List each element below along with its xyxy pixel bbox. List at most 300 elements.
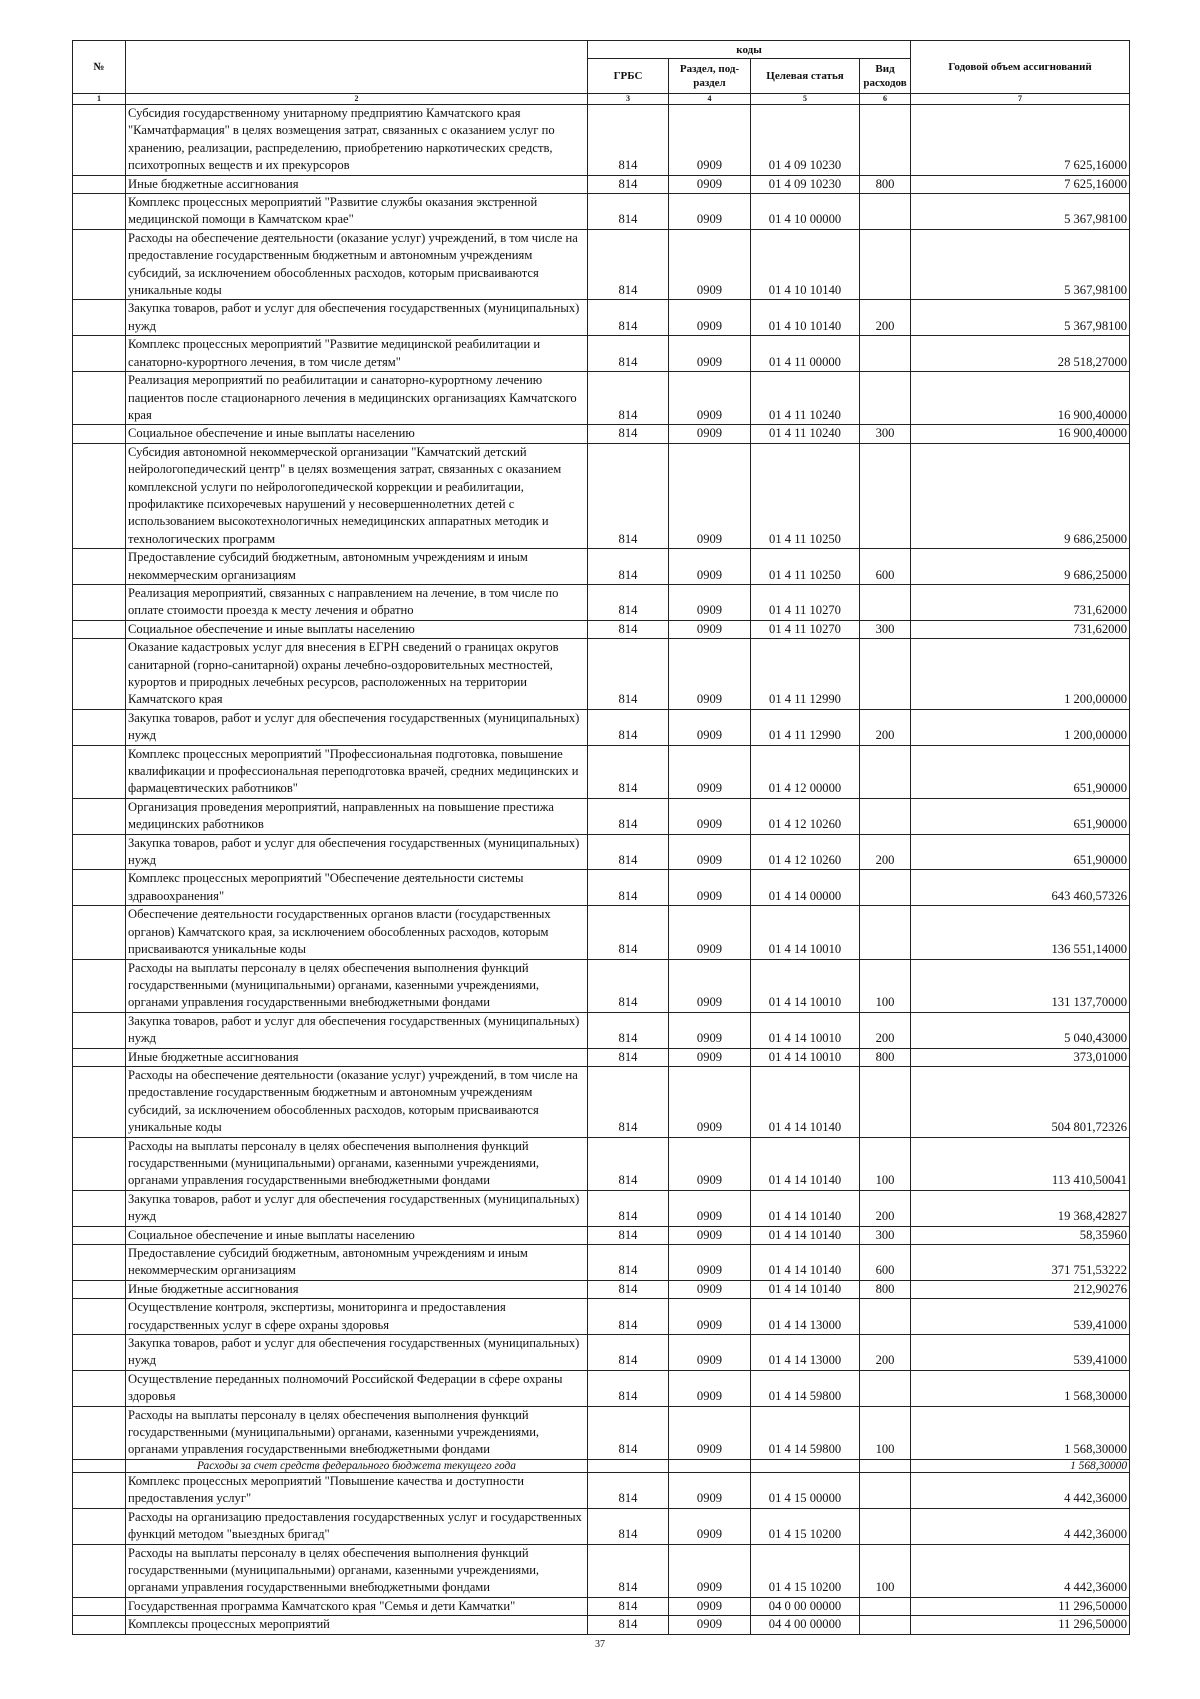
cell-vr bbox=[860, 870, 911, 906]
cell-grbs: 814 bbox=[588, 1190, 669, 1226]
table-row bbox=[73, 1299, 1130, 1335]
header-razdel: Раздел, под-раздел bbox=[669, 59, 751, 94]
cell-grbs: 814 bbox=[588, 1226, 669, 1244]
colnum-4: 4 bbox=[669, 94, 751, 105]
cell-name: Реализация мероприятий по реабилитации и санаторно-курортному лечению пациентов после стационарного лечения в медицинских организациях Камчатского края bbox=[126, 372, 588, 425]
cell-no bbox=[73, 959, 126, 1012]
cell-no bbox=[73, 1406, 126, 1459]
cell-grbs: 814 bbox=[588, 584, 669, 620]
cell-cs: 01 4 14 10010 bbox=[751, 1048, 860, 1066]
table-row bbox=[73, 336, 1130, 372]
table-row bbox=[73, 1335, 1130, 1371]
cell-vr: 100 bbox=[860, 1406, 911, 1459]
cell-no bbox=[73, 105, 126, 176]
cell-name: Реализация мероприятий, связанных с направлением на лечение, в том числе по оплате стоимости проезда к месту лечения и обратно bbox=[126, 584, 588, 620]
cell-cs: 01 4 11 10250 bbox=[751, 549, 860, 585]
cell-vr: 200 bbox=[860, 300, 911, 336]
cell-razd: 0909 bbox=[669, 906, 751, 959]
cell-vr bbox=[860, 1597, 911, 1615]
cell-vr: 600 bbox=[860, 1245, 911, 1281]
table-row bbox=[73, 1048, 1130, 1066]
cell-vr bbox=[860, 745, 911, 798]
cell-sum: 11 296,50000 bbox=[911, 1616, 1130, 1634]
cell-name: Социальное обеспечение и иные выплаты населению bbox=[126, 425, 588, 443]
cell-cs: 01 4 10 10140 bbox=[751, 300, 860, 336]
cell-sum: 5 367,98100 bbox=[911, 300, 1130, 336]
cell-vr: 600 bbox=[860, 549, 911, 585]
cell-razd: 0909 bbox=[669, 105, 751, 176]
cell-razd: 0909 bbox=[669, 709, 751, 745]
colnum-2: 2 bbox=[126, 94, 588, 105]
cell-name: Иные бюджетные ассигнования bbox=[126, 175, 588, 193]
cell-name: Закупка товаров, работ и услуг для обеспечения государственных (муниципальных) нужд bbox=[126, 834, 588, 870]
cell-name: Расходы за счет средств федерального бюджета текущего года bbox=[126, 1459, 588, 1472]
cell-grbs: 814 bbox=[588, 1597, 669, 1615]
cell-cs: 01 4 09 10230 bbox=[751, 105, 860, 176]
cell-grbs: 814 bbox=[588, 372, 669, 425]
cell-vr bbox=[860, 906, 911, 959]
cell-grbs: 814 bbox=[588, 1616, 669, 1634]
cell-vr bbox=[860, 1370, 911, 1406]
cell-cs: 01 4 12 10260 bbox=[751, 834, 860, 870]
cell-name: Социальное обеспечение и иные выплаты населению bbox=[126, 1226, 588, 1244]
cell-name: Расходы на выплаты персоналу в целях обеспечения выполнения функций государственными (муниципальными) органами, казенными учреждениями, органами управления государственными внебюджетными фондами bbox=[126, 1544, 588, 1597]
table-row bbox=[73, 1406, 1130, 1459]
table-row bbox=[73, 1508, 1130, 1544]
cell-no bbox=[73, 1137, 126, 1190]
table-row bbox=[73, 1370, 1130, 1406]
cell-no bbox=[73, 1066, 126, 1137]
cell-razd: 0909 bbox=[669, 1226, 751, 1244]
cell-razd: 0909 bbox=[669, 372, 751, 425]
header-target: Целевая статья bbox=[751, 59, 860, 94]
cell-name: Государственная программа Камчатского края "Семья и дети Камчатки" bbox=[126, 1597, 588, 1615]
cell-no bbox=[73, 870, 126, 906]
cell-razd: 0909 bbox=[669, 194, 751, 230]
cell-grbs: 814 bbox=[588, 906, 669, 959]
table-row bbox=[73, 175, 1130, 193]
cell-cs: 01 4 11 10240 bbox=[751, 425, 860, 443]
table-header bbox=[73, 41, 1130, 105]
cell-cs: 01 4 14 10140 bbox=[751, 1066, 860, 1137]
cell-name: Социальное обеспечение и иные выплаты населению bbox=[126, 620, 588, 638]
cell-no bbox=[73, 1190, 126, 1226]
cell-vr: 800 bbox=[860, 1280, 911, 1298]
cell-razd: 0909 bbox=[669, 1472, 751, 1508]
header-grbs: ГРБС bbox=[588, 59, 669, 94]
cell-sum: 7 625,16000 bbox=[911, 105, 1130, 176]
cell-vr: 200 bbox=[860, 1190, 911, 1226]
cell-no bbox=[73, 709, 126, 745]
cell-razd: 0909 bbox=[669, 229, 751, 300]
cell-grbs: 814 bbox=[588, 1012, 669, 1048]
cell-no bbox=[73, 336, 126, 372]
cell-sum: 4 442,36000 bbox=[911, 1472, 1130, 1508]
table-row bbox=[73, 194, 1130, 230]
cell-cs: 01 4 10 10140 bbox=[751, 229, 860, 300]
cell-razd: 0909 bbox=[669, 798, 751, 834]
colnum-3: 3 bbox=[588, 94, 669, 105]
cell-vr: 300 bbox=[860, 620, 911, 638]
cell-vr bbox=[860, 194, 911, 230]
cell-razd: 0909 bbox=[669, 1544, 751, 1597]
cell-sum: 212,90276 bbox=[911, 1280, 1130, 1298]
cell-grbs: 814 bbox=[588, 443, 669, 548]
cell-cs: 01 4 14 10010 bbox=[751, 1012, 860, 1048]
table-row bbox=[73, 639, 1130, 710]
cell-cs: 01 4 14 10140 bbox=[751, 1245, 860, 1281]
cell-grbs: 814 bbox=[588, 1406, 669, 1459]
table-row bbox=[73, 300, 1130, 336]
cell-grbs: 814 bbox=[588, 1299, 669, 1335]
cell-cs: 01 4 12 00000 bbox=[751, 745, 860, 798]
cell-cs: 01 4 15 10200 bbox=[751, 1508, 860, 1544]
cell-vr: 200 bbox=[860, 1335, 911, 1371]
cell-cs: 01 4 14 10140 bbox=[751, 1280, 860, 1298]
cell-razd: 0909 bbox=[669, 425, 751, 443]
cell-cs: 01 4 14 13000 bbox=[751, 1335, 860, 1371]
cell-sum: 5 040,43000 bbox=[911, 1012, 1130, 1048]
table-row bbox=[73, 549, 1130, 585]
cell-grbs: 814 bbox=[588, 1066, 669, 1137]
cell-grbs: 814 bbox=[588, 1544, 669, 1597]
cell-cs: 01 4 14 00000 bbox=[751, 870, 860, 906]
cell-razd: 0909 bbox=[669, 1335, 751, 1371]
cell-name: Комплекс процессных мероприятий "Профессиональная подготовка, повышение квалификации и профессиональная переподготовка врачей, средних медицинских и фармацевтических работников" bbox=[126, 745, 588, 798]
cell-no bbox=[73, 1280, 126, 1298]
cell-name: Комплекс процессных мероприятий "Развитие службы оказания экстренной медицинской помощи в Камчатском крае" bbox=[126, 194, 588, 230]
cell-razd: 0909 bbox=[669, 959, 751, 1012]
cell-vr bbox=[860, 639, 911, 710]
cell-no bbox=[73, 639, 126, 710]
cell-no bbox=[73, 443, 126, 548]
cell-vr bbox=[860, 105, 911, 176]
cell-no bbox=[73, 300, 126, 336]
cell-sum: 4 442,36000 bbox=[911, 1508, 1130, 1544]
cell-sum: 373,01000 bbox=[911, 1048, 1130, 1066]
cell-sum: 58,35960 bbox=[911, 1226, 1130, 1244]
cell-grbs: 814 bbox=[588, 620, 669, 638]
header-no: № bbox=[73, 41, 126, 94]
cell-no bbox=[73, 194, 126, 230]
cell-name: Закупка товаров, работ и услуг для обеспечения государственных (муниципальных) нужд bbox=[126, 1012, 588, 1048]
cell-sum: 16 900,40000 bbox=[911, 425, 1130, 443]
table-row bbox=[73, 229, 1130, 300]
cell-name: Расходы на выплаты персоналу в целях обеспечения выполнения функций государственными (муниципальными) органами, казенными учреждениями, органами управления государственными внебюджетными фондами bbox=[126, 1137, 588, 1190]
cell-name: Осуществление контроля, экспертизы, мониторинга и предоставления государственных услуг в сфере охраны здоровья bbox=[126, 1299, 588, 1335]
cell-vr bbox=[860, 1066, 911, 1137]
cell-vr bbox=[860, 372, 911, 425]
table-row bbox=[73, 584, 1130, 620]
cell-vr: 300 bbox=[860, 1226, 911, 1244]
cell-sum: 1 568,30000 bbox=[911, 1406, 1130, 1459]
cell-razd: 0909 bbox=[669, 1245, 751, 1281]
cell-sum: 1 568,30000 bbox=[911, 1459, 1130, 1472]
cell-grbs bbox=[588, 1459, 669, 1472]
cell-no bbox=[73, 906, 126, 959]
cell-vr: 800 bbox=[860, 1048, 911, 1066]
cell-vr: 200 bbox=[860, 1012, 911, 1048]
cell-razd: 0909 bbox=[669, 336, 751, 372]
table-row bbox=[73, 1597, 1130, 1615]
table-row bbox=[73, 1012, 1130, 1048]
cell-razd: 0909 bbox=[669, 1190, 751, 1226]
cell-name: Расходы на обеспечение деятельности (оказание услуг) учреждений, в том числе на предоставление государственным бюджетным и автономным учреждениям субсидий, за исключением обособленных расходов, которым присваиваются уникальные коды bbox=[126, 1066, 588, 1137]
cell-name: Предоставление субсидий бюджетным, автономным учреждениям и иным некоммерческим организациям bbox=[126, 1245, 588, 1281]
header-expense-type: Вид расходов bbox=[860, 59, 911, 94]
cell-no bbox=[73, 229, 126, 300]
cell-cs: 01 4 14 10010 bbox=[751, 959, 860, 1012]
cell-sum: 113 410,50041 bbox=[911, 1137, 1130, 1190]
cell-sum: 9 686,25000 bbox=[911, 443, 1130, 548]
cell-cs: 01 4 11 12990 bbox=[751, 709, 860, 745]
cell-cs: 01 4 14 10140 bbox=[751, 1226, 860, 1244]
table-row bbox=[73, 105, 1130, 176]
cell-sum: 731,62000 bbox=[911, 584, 1130, 620]
cell-grbs: 814 bbox=[588, 1508, 669, 1544]
cell-grbs: 814 bbox=[588, 745, 669, 798]
cell-no bbox=[73, 798, 126, 834]
cell-no bbox=[73, 584, 126, 620]
cell-cs: 01 4 11 10270 bbox=[751, 584, 860, 620]
cell-cs: 01 4 15 10200 bbox=[751, 1544, 860, 1597]
colnum-1: 1 bbox=[73, 94, 126, 105]
cell-name: Комплекс процессных мероприятий "Повышение качества и доступности предоставления услуг" bbox=[126, 1472, 588, 1508]
cell-grbs: 814 bbox=[588, 175, 669, 193]
cell-vr: 200 bbox=[860, 709, 911, 745]
cell-name: Иные бюджетные ассигнования bbox=[126, 1280, 588, 1298]
cell-grbs: 814 bbox=[588, 336, 669, 372]
table-row bbox=[73, 1544, 1130, 1597]
cell-razd: 0909 bbox=[669, 1616, 751, 1634]
cell-vr bbox=[860, 1299, 911, 1335]
cell-sum: 9 686,25000 bbox=[911, 549, 1130, 585]
cell-name: Расходы на выплаты персоналу в целях обеспечения выполнения функций государственными (муниципальными) органами, казенными учреждениями, органами управления государственными внебюджетными фондами bbox=[126, 1406, 588, 1459]
cell-grbs: 814 bbox=[588, 709, 669, 745]
cell-sum: 651,90000 bbox=[911, 745, 1130, 798]
cell-sum: 5 367,98100 bbox=[911, 229, 1130, 300]
colnum-7: 7 bbox=[911, 94, 1130, 105]
cell-name: Организация проведения мероприятий, направленных на повышение престижа медицинских работников bbox=[126, 798, 588, 834]
table-row bbox=[73, 1190, 1130, 1226]
cell-name: Обеспечение деятельности государственных органов власти (государственных органов) Камчатского края, за исключением обособленных расходов, которым присваиваются уникальные коды bbox=[126, 906, 588, 959]
cell-cs: 01 4 11 10270 bbox=[751, 620, 860, 638]
cell-name: Закупка товаров, работ и услуг для обеспечения государственных (муниципальных) нужд bbox=[126, 709, 588, 745]
cell-no bbox=[73, 1370, 126, 1406]
cell-grbs: 814 bbox=[588, 834, 669, 870]
cell-razd: 0909 bbox=[669, 745, 751, 798]
cell-no bbox=[73, 549, 126, 585]
cell-razd: 0909 bbox=[669, 834, 751, 870]
cell-grbs: 814 bbox=[588, 105, 669, 176]
cell-sum: 7 625,16000 bbox=[911, 175, 1130, 193]
cell-vr bbox=[860, 1616, 911, 1634]
cell-cs: 01 4 14 10140 bbox=[751, 1137, 860, 1190]
header-name bbox=[126, 41, 588, 94]
cell-sum: 651,90000 bbox=[911, 834, 1130, 870]
cell-razd: 0909 bbox=[669, 1370, 751, 1406]
cell-grbs: 814 bbox=[588, 798, 669, 834]
cell-vr: 800 bbox=[860, 175, 911, 193]
cell-sum: 1 200,00000 bbox=[911, 709, 1130, 745]
cell-vr: 300 bbox=[860, 425, 911, 443]
budget-table bbox=[72, 40, 1130, 1635]
table-row bbox=[73, 1137, 1130, 1190]
cell-name: Осуществление переданных полномочий Российской Федерации в сфере охраны здоровья bbox=[126, 1370, 588, 1406]
table-row bbox=[73, 906, 1130, 959]
cell-name: Оказание кадастровых услуг для внесения в ЕГРН сведений о границах округов санитарной (горно-санитарной) охраны лечебно-оздоровительных местностей, курортов и природных лечебных ресурсов, расположенных на территории Камчатского края bbox=[126, 639, 588, 710]
cell-no bbox=[73, 1335, 126, 1371]
cell-sum: 16 900,40000 bbox=[911, 372, 1130, 425]
cell-vr bbox=[860, 1472, 911, 1508]
cell-sum: 731,62000 bbox=[911, 620, 1130, 638]
cell-grbs: 814 bbox=[588, 1280, 669, 1298]
cell-name: Комплекс процессных мероприятий "Развитие медицинской реабилитации и санаторно-курортного лечения, в том числе детям" bbox=[126, 336, 588, 372]
cell-razd bbox=[669, 1459, 751, 1472]
page-number: 37 bbox=[595, 1639, 605, 1650]
cell-grbs: 814 bbox=[588, 870, 669, 906]
header-codes: коды bbox=[588, 41, 911, 59]
cell-no bbox=[73, 1245, 126, 1281]
table-row bbox=[73, 1472, 1130, 1508]
cell-vr bbox=[860, 584, 911, 620]
cell-grbs: 814 bbox=[588, 1335, 669, 1371]
cell-cs: 01 4 11 10250 bbox=[751, 443, 860, 548]
cell-razd: 0909 bbox=[669, 443, 751, 548]
table-row bbox=[73, 1226, 1130, 1244]
cell-sum: 371 751,53222 bbox=[911, 1245, 1130, 1281]
cell-sum: 1 568,30000 bbox=[911, 1370, 1130, 1406]
header-sum: Годовой объем ассигнований bbox=[911, 41, 1130, 94]
cell-name: Субсидия автономной некоммерческой организации "Камчатский детский нейрологопедический центр" в целях возмещения затрат, связанных с оказанием комплексной услуги по нейрологопедической коррекции и реабилитации, профилактике психоречевых нарушений у несовершеннолетних детей с использованием высокотехнологичных немедицинских аппаратных методик и технологических программ bbox=[126, 443, 588, 548]
table-body bbox=[73, 105, 1130, 1635]
cell-no bbox=[73, 1616, 126, 1634]
cell-cs: 01 4 11 00000 bbox=[751, 336, 860, 372]
table-row bbox=[73, 425, 1130, 443]
cell-razd: 0909 bbox=[669, 175, 751, 193]
cell-name: Субсидия государственному унитарному предприятию Камчатского края "Камчатфармация" в целях возмещения затрат, связанных с оказанием услуг по хранению, реализации, распределению, приобретению наркотических средств, психотропных веществ и их прекурсоров bbox=[126, 105, 588, 176]
cell-grbs: 814 bbox=[588, 549, 669, 585]
cell-name: Расходы на обеспечение деятельности (оказание услуг) учреждений, в том числе на предоставление государственным бюджетным и автономным учреждениям субсидий, за исключением обособленных расходов, которым присваиваются уникальные коды bbox=[126, 229, 588, 300]
cell-no bbox=[73, 1544, 126, 1597]
cell-vr bbox=[860, 336, 911, 372]
cell-sum: 504 801,72326 bbox=[911, 1066, 1130, 1137]
table-row bbox=[73, 798, 1130, 834]
cell-vr bbox=[860, 798, 911, 834]
table-row bbox=[73, 870, 1130, 906]
cell-razd: 0909 bbox=[669, 584, 751, 620]
cell-no bbox=[73, 745, 126, 798]
cell-name: Иные бюджетные ассигнования bbox=[126, 1048, 588, 1066]
cell-no bbox=[73, 1226, 126, 1244]
cell-razd: 0909 bbox=[669, 1048, 751, 1066]
cell-grbs: 814 bbox=[588, 1048, 669, 1066]
cell-cs: 01 4 11 12990 bbox=[751, 639, 860, 710]
cell-no bbox=[73, 1048, 126, 1066]
cell-vr: 200 bbox=[860, 834, 911, 870]
cell-no bbox=[73, 620, 126, 638]
cell-razd: 0909 bbox=[669, 1406, 751, 1459]
cell-sum: 5 367,98100 bbox=[911, 194, 1130, 230]
cell-razd: 0909 bbox=[669, 620, 751, 638]
colnum-5: 5 bbox=[751, 94, 860, 105]
cell-sum: 1 200,00000 bbox=[911, 639, 1130, 710]
cell-razd: 0909 bbox=[669, 549, 751, 585]
table-row bbox=[73, 709, 1130, 745]
cell-cs: 01 4 12 10260 bbox=[751, 798, 860, 834]
cell-grbs: 814 bbox=[588, 229, 669, 300]
cell-razd: 0909 bbox=[669, 1508, 751, 1544]
cell-cs: 01 4 14 10010 bbox=[751, 906, 860, 959]
cell-cs bbox=[751, 1459, 860, 1472]
cell-grbs: 814 bbox=[588, 639, 669, 710]
cell-razd: 0909 bbox=[669, 639, 751, 710]
table-row bbox=[73, 1245, 1130, 1281]
cell-sum: 4 442,36000 bbox=[911, 1544, 1130, 1597]
table-row bbox=[73, 443, 1130, 548]
cell-razd: 0909 bbox=[669, 870, 751, 906]
cell-cs: 01 4 10 00000 bbox=[751, 194, 860, 230]
cell-vr bbox=[860, 1459, 911, 1472]
table-row bbox=[73, 745, 1130, 798]
cell-grbs: 814 bbox=[588, 1472, 669, 1508]
table-row bbox=[73, 1616, 1130, 1634]
cell-cs: 04 0 00 00000 bbox=[751, 1597, 860, 1615]
cell-vr bbox=[860, 229, 911, 300]
cell-razd: 0909 bbox=[669, 1280, 751, 1298]
cell-razd: 0909 bbox=[669, 1597, 751, 1615]
cell-no bbox=[73, 175, 126, 193]
cell-sum: 539,41000 bbox=[911, 1299, 1130, 1335]
cell-no bbox=[73, 1597, 126, 1615]
cell-razd: 0909 bbox=[669, 1066, 751, 1137]
cell-cs: 01 4 11 10240 bbox=[751, 372, 860, 425]
cell-grbs: 814 bbox=[588, 194, 669, 230]
cell-cs: 01 4 15 00000 bbox=[751, 1472, 860, 1508]
cell-name: Предоставление субсидий бюджетным, автономным учреждениям и иным некоммерческим организациям bbox=[126, 549, 588, 585]
cell-vr: 100 bbox=[860, 1137, 911, 1190]
cell-razd: 0909 bbox=[669, 300, 751, 336]
table-row bbox=[73, 372, 1130, 425]
cell-no bbox=[73, 834, 126, 870]
cell-grbs: 814 bbox=[588, 425, 669, 443]
table-row bbox=[73, 1066, 1130, 1137]
colnum-6: 6 bbox=[860, 94, 911, 105]
cell-name: Закупка товаров, работ и услуг для обеспечения государственных (муниципальных) нужд bbox=[126, 1335, 588, 1371]
cell-cs: 04 4 00 00000 bbox=[751, 1616, 860, 1634]
cell-sum: 19 368,42827 bbox=[911, 1190, 1130, 1226]
cell-grbs: 814 bbox=[588, 959, 669, 1012]
cell-grbs: 814 bbox=[588, 1370, 669, 1406]
cell-grbs: 814 bbox=[588, 1137, 669, 1190]
cell-no bbox=[73, 1508, 126, 1544]
cell-name: Закупка товаров, работ и услуг для обеспечения государственных (муниципальных) нужд bbox=[126, 1190, 588, 1226]
cell-vr bbox=[860, 1508, 911, 1544]
cell-no bbox=[73, 1459, 126, 1472]
table-row bbox=[73, 834, 1130, 870]
cell-no bbox=[73, 425, 126, 443]
cell-name: Закупка товаров, работ и услуг для обеспечения государственных (муниципальных) нужд bbox=[126, 300, 588, 336]
cell-cs: 01 4 14 10140 bbox=[751, 1190, 860, 1226]
cell-sum: 136 551,14000 bbox=[911, 906, 1130, 959]
cell-sum: 131 137,70000 bbox=[911, 959, 1130, 1012]
table-row bbox=[73, 959, 1130, 1012]
cell-cs: 01 4 14 13000 bbox=[751, 1299, 860, 1335]
cell-no bbox=[73, 1299, 126, 1335]
cell-name: Расходы на организацию предоставления государственных услуг и государственных функций методом "выездных бригад" bbox=[126, 1508, 588, 1544]
cell-razd: 0909 bbox=[669, 1012, 751, 1048]
cell-no bbox=[73, 372, 126, 425]
